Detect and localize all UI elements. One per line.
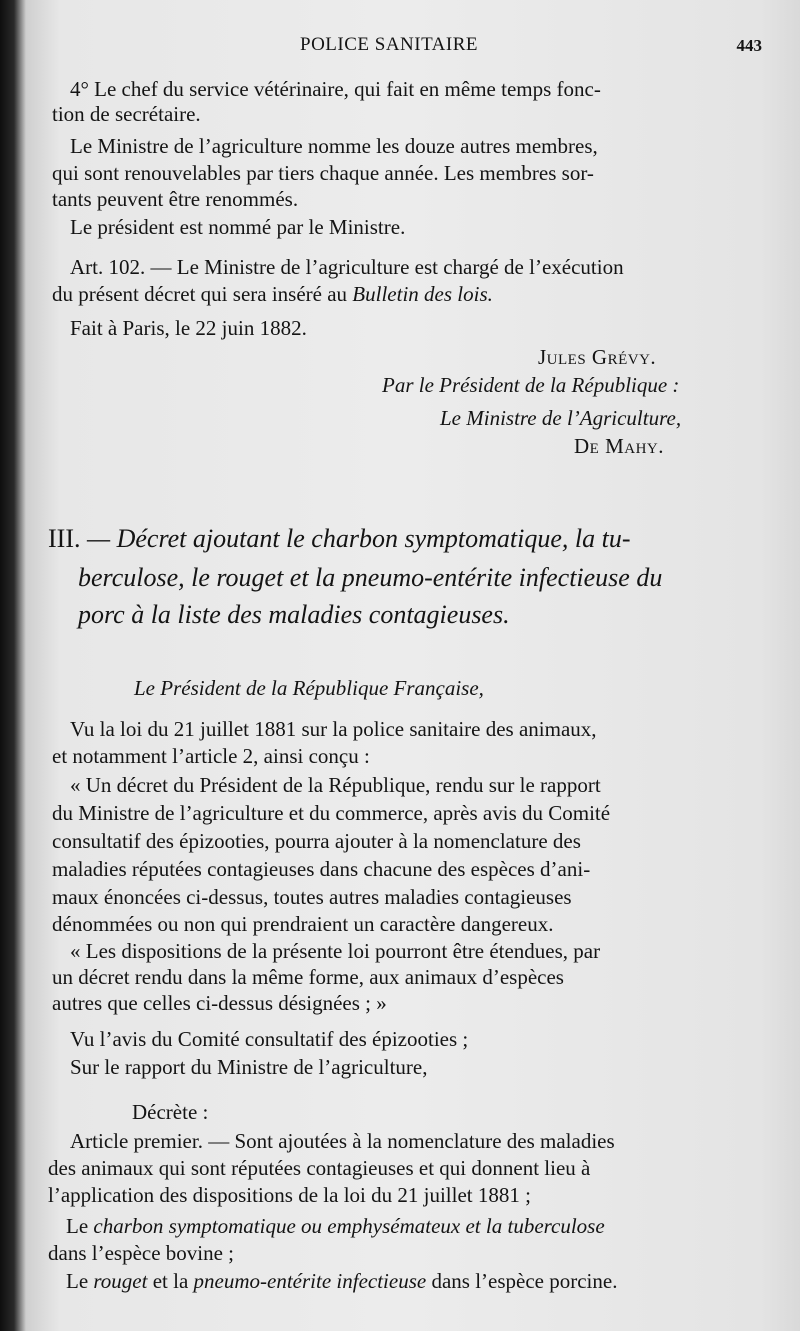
text-line: « Les dispositions de la présente loi pourront être étendues, par	[70, 939, 601, 963]
section-title-text: — Décret ajoutant le charbon symptomatique, la tu-	[80, 524, 631, 553]
bulletin-title: Bulletin des lois.	[352, 282, 493, 306]
text-line: un décret rendu dans la même forme, aux animaux d’espèces	[52, 965, 564, 989]
text-span: et la	[147, 1269, 194, 1293]
page-number: 443	[736, 36, 762, 55]
text-span: Le	[66, 1214, 94, 1238]
signature-name: Jules Grévy.	[538, 345, 657, 369]
text-line: tion de secrétaire.	[52, 102, 201, 126]
date-line: Fait à Paris, le 22 juin 1882.	[70, 316, 307, 340]
text-line	[52, 281, 493, 307]
text-line: Vu l’avis du Comité consultatif des épizooties ;	[70, 1027, 469, 1051]
text-line: l’application des dispositions de la loi du 21 juillet 1881 ;	[48, 1183, 531, 1207]
text-span-italic: charbon symptomatique ou emphysémateux et la tuberculose	[93, 1214, 605, 1238]
text-line	[66, 1213, 605, 1239]
text-line: 4° Le chef du service vétérinaire, qui fait en même temps fonc-	[70, 77, 601, 101]
text-span: Le	[66, 1269, 94, 1293]
text-line: maladies réputées contagieuses dans chacune des espèces d’ani-	[52, 857, 591, 881]
text-line: Le président est nommé par le Ministre.	[70, 215, 406, 239]
page-header	[70, 34, 770, 60]
text-span: dans l’espèce porcine.	[426, 1269, 618, 1293]
signature-by: Par le Président de la République :	[382, 373, 680, 397]
text-line: tants peuvent être renommés.	[52, 187, 299, 211]
text-line: Le Ministre de l’agriculture nomme les douze autres membres,	[70, 134, 598, 158]
text-line: des animaux qui sont réputées contagieuses et qui donnent lieu à	[48, 1156, 591, 1180]
text-line: dans l’espèce bovine ;	[48, 1241, 235, 1265]
text-span-italic: rouget	[93, 1269, 148, 1293]
text-line: dénommées ou non qui prendraient un caractère dangereux.	[52, 912, 554, 936]
text-line: du Ministre de l’agriculture et du commerce, après avis du Comité	[52, 801, 611, 825]
signature-minister: Le Ministre de l’Agriculture,	[440, 406, 682, 430]
running-head: POLICE SANITAIRE	[300, 34, 478, 55]
section-number: III.	[48, 524, 81, 553]
text-line: consultatif des épizooties, pourra ajouter à la nomenclature des	[52, 829, 581, 853]
text-line: qui sont renouvelables par tiers chaque année. Les membres sor-	[52, 161, 594, 185]
text-line: autres que celles ci-dessus désignées ; »	[52, 991, 387, 1015]
text-line: Art. 102. — Le Ministre de l’agriculture est chargé de l’exécution	[70, 255, 624, 279]
text-line: maux énoncées ci-dessus, toutes autres maladies contagieuses	[52, 885, 572, 909]
text-line: et notamment l’article 2, ainsi conçu :	[52, 744, 370, 768]
text-span-italic: pneumo-entérite infectieuse	[193, 1269, 427, 1293]
signature-minister-name: De Mahy.	[574, 434, 664, 458]
president-line: Le Président de la République Française,	[134, 676, 484, 700]
decrete-line: Décrète :	[132, 1100, 209, 1124]
text-line: « Un décret du Président de la République, rendu sur le rapport	[70, 773, 601, 797]
section-title-line: berculose, le rouget et la pneumo-entérite infectieuse du	[78, 563, 663, 592]
section-title-line	[48, 522, 631, 556]
text-span: du présent décret qui sera inséré au	[52, 282, 353, 306]
text-line: Article premier. — Sont ajoutées à la nomenclature des maladies	[70, 1129, 615, 1153]
text-line	[66, 1268, 617, 1294]
section-title-line: porc à la liste des maladies contagieuses.	[78, 600, 510, 629]
text-line: Vu la loi du 21 juillet 1881 sur la police sanitaire des animaux,	[70, 717, 597, 741]
text-line: Sur le rapport du Ministre de l’agriculture,	[70, 1055, 428, 1079]
